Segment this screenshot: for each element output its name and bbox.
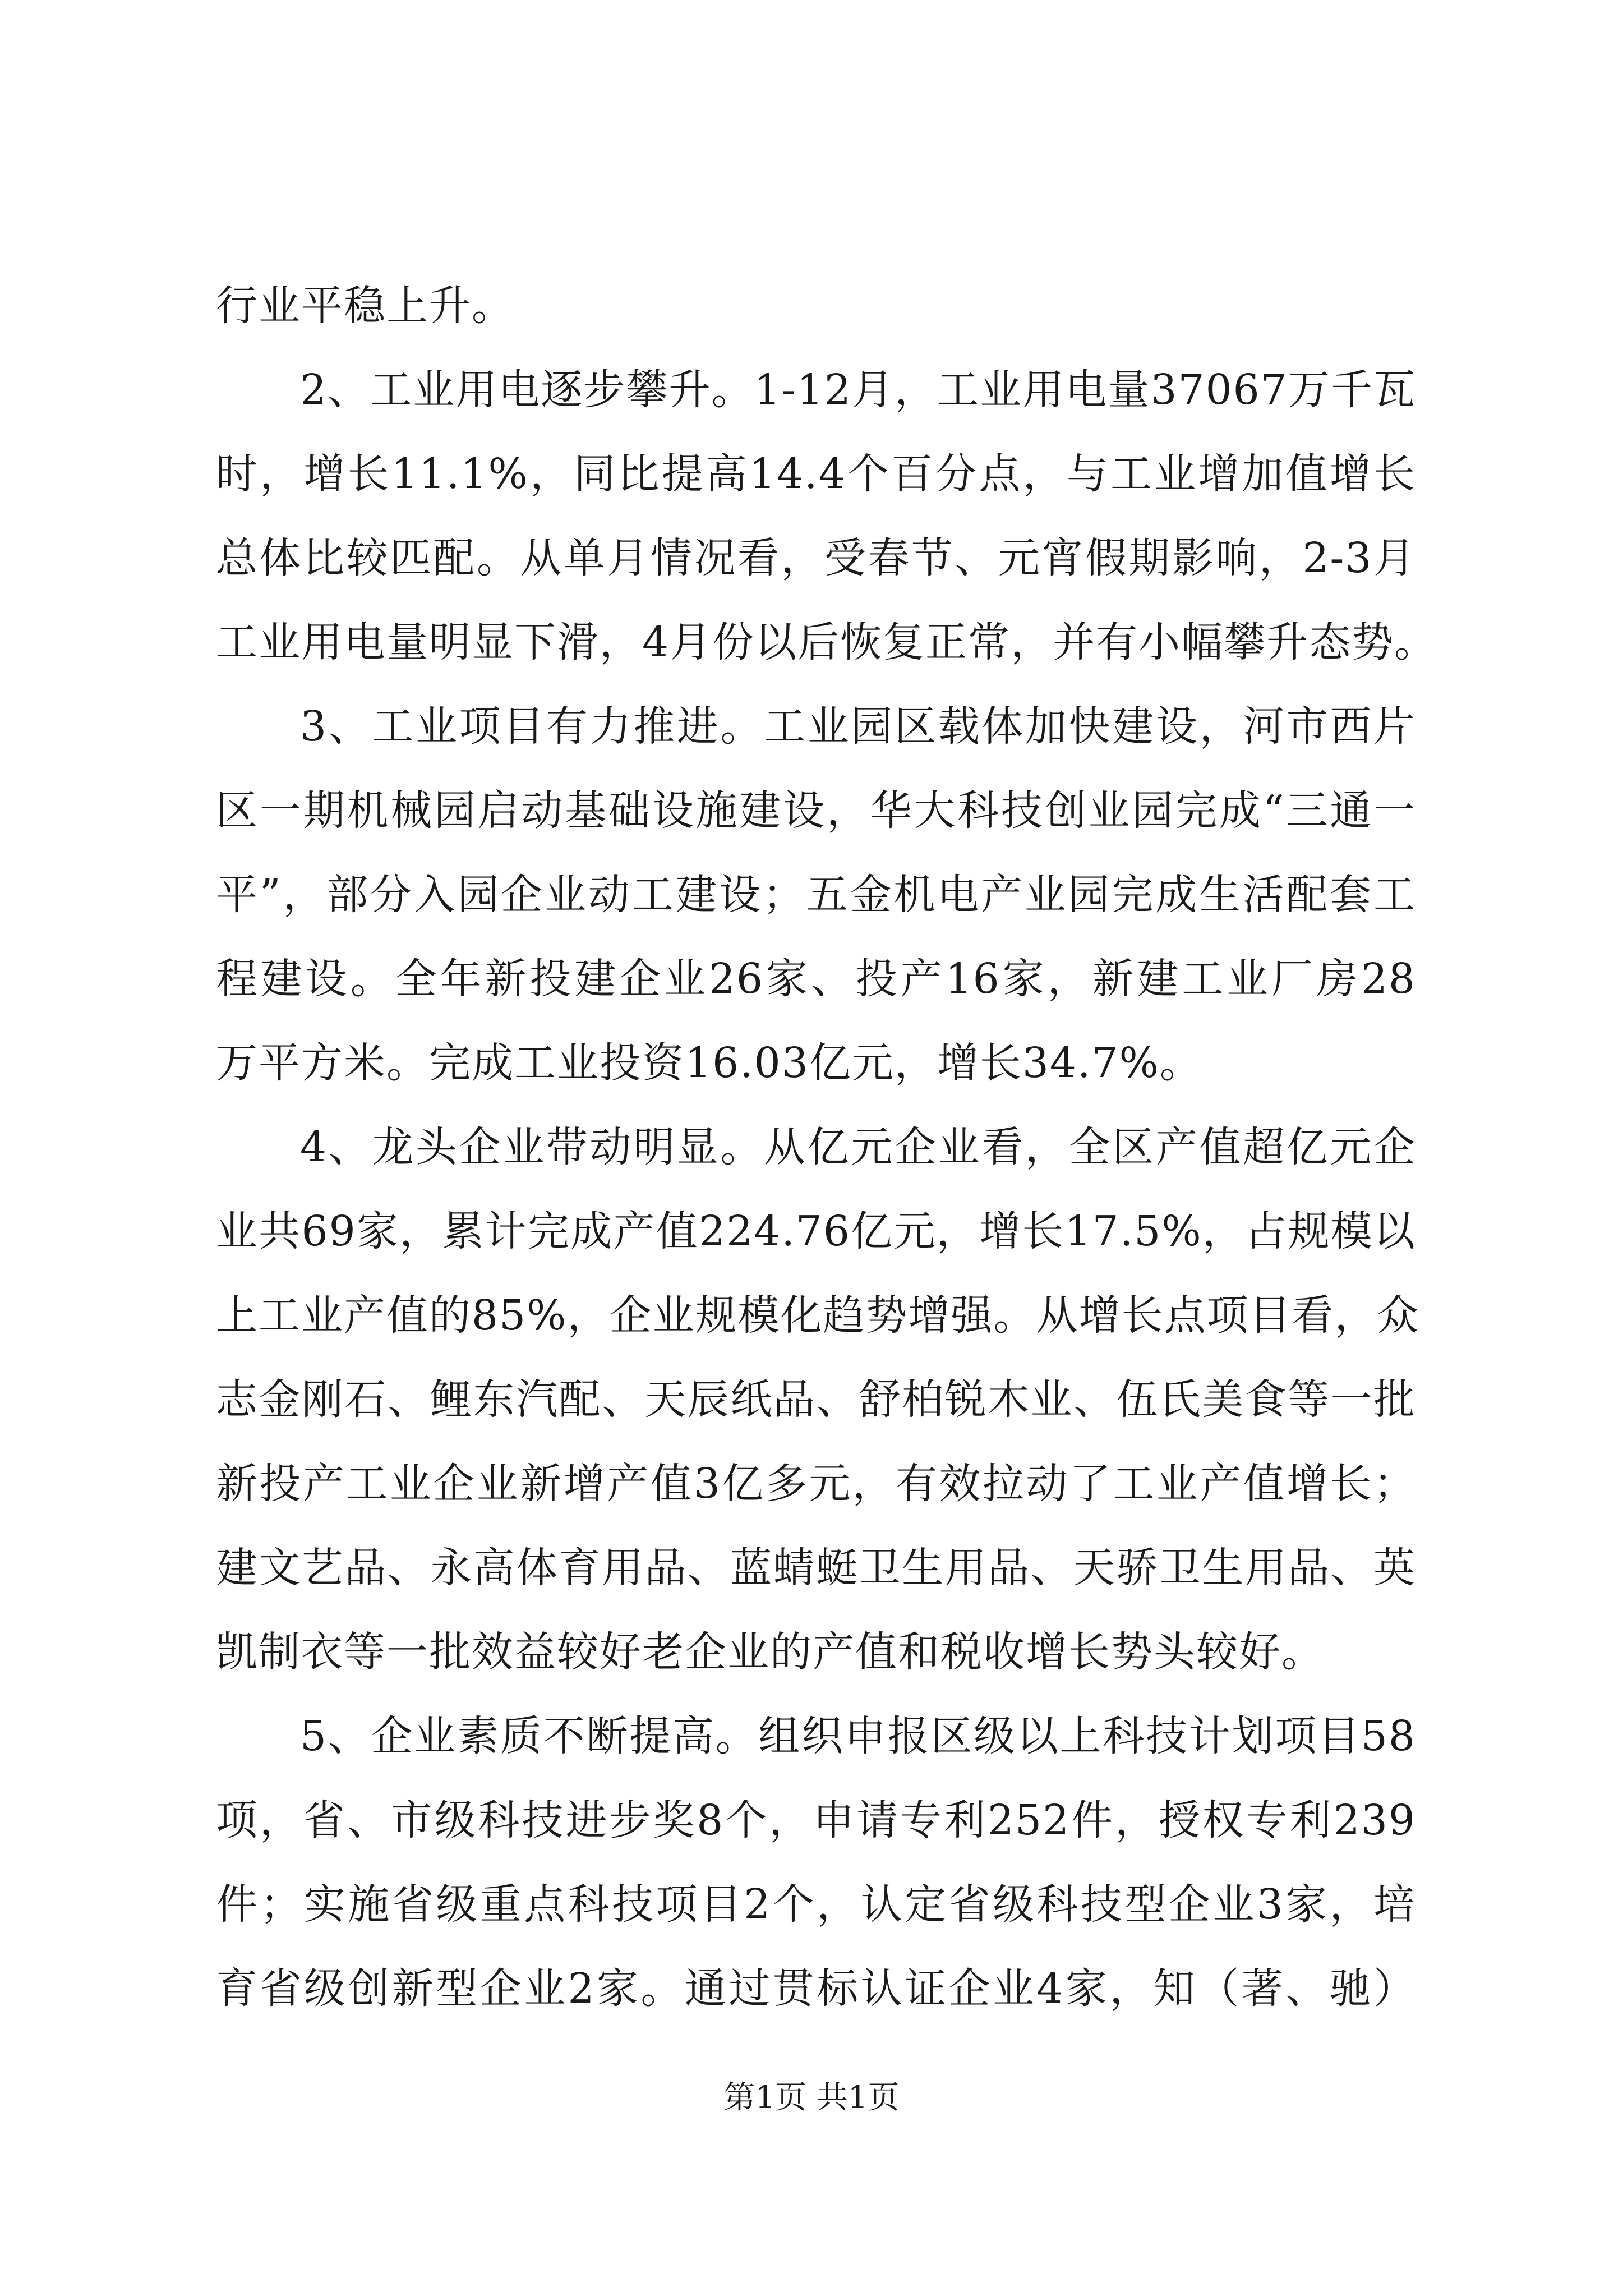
text-line: 时，增长11.1%，同比提高14.4个百分点，与工业增加值增长 [216, 450, 1416, 498]
text-line: 万平方米。完成工业投资16.03亿元，增长34.7%。 [216, 1039, 1202, 1087]
text-line: 上工业产值的85%，企业规模化趋势增强。从增长点项目看，众 [216, 1291, 1420, 1340]
text-line: 育省级创新型企业2家。通过贯标认证企业4家，知（著、驰） [216, 1964, 1416, 2013]
text-line: 5、企业素质不断提高。组织申报区级以上科技计划项目58 [300, 1712, 1416, 1760]
text-line: 平”，部分入园企业动工建设；五金机电产业园完成生活配套工 [216, 871, 1416, 919]
text-line: 总体比较匹配。从单月情况看，受春节、元宵假期影响，2-3月 [216, 534, 1416, 582]
text-line: 4、龙头企业带动明显。从亿元企业看，全区产值超亿元企 [300, 1123, 1416, 1171]
text-line: 志金刚石、鲤东汽配、天辰纸品、舒柏锐木业、伍氏美食等一批 [216, 1375, 1416, 1424]
text-line: 业共69家，累计完成产值224.76亿元，增长17.5%，占规模以 [216, 1207, 1416, 1255]
text-line: 凯制衣等一批效益较好老企业的产值和税收增长势头较好。 [216, 1628, 1324, 1676]
text-line: 区一期机械园启动基础设施建设，华大科技创业园完成“三通一 [216, 786, 1416, 835]
text-line: 行业平稳上升。 [216, 282, 514, 330]
text-line: 程建设。全年新投建企业26家、投产16家，新建工业厂房28 [216, 955, 1416, 1003]
text-line: 项，省、市级科技进步奖8个，申请专利252件，授权专利239 [216, 1796, 1416, 1844]
page-footer: 第1页 共1页 [723, 2079, 900, 2116]
text-line: 3、工业项目有力推进。工业园区载体加快建设，河市西片 [300, 702, 1416, 751]
text-line: 件；实施省级重点科技项目2个，认定省级科技型企业3家，培 [216, 1880, 1416, 1929]
text-line: 工业用电量明显下滑，4月份以后恢复正常，并有小幅攀升态势。 [216, 618, 1437, 666]
text-line: 2、工业用电逐步攀升。1-12月，工业用电量37067万千瓦 [300, 366, 1416, 414]
text-line: 建文艺品、永高体育用品、蓝蜻蜓卫生用品、天骄卫生用品、英 [216, 1544, 1416, 1592]
text-line: 新投产工业企业新增产值3亿多元，有效拉动了工业产值增长； [216, 1460, 1416, 1508]
